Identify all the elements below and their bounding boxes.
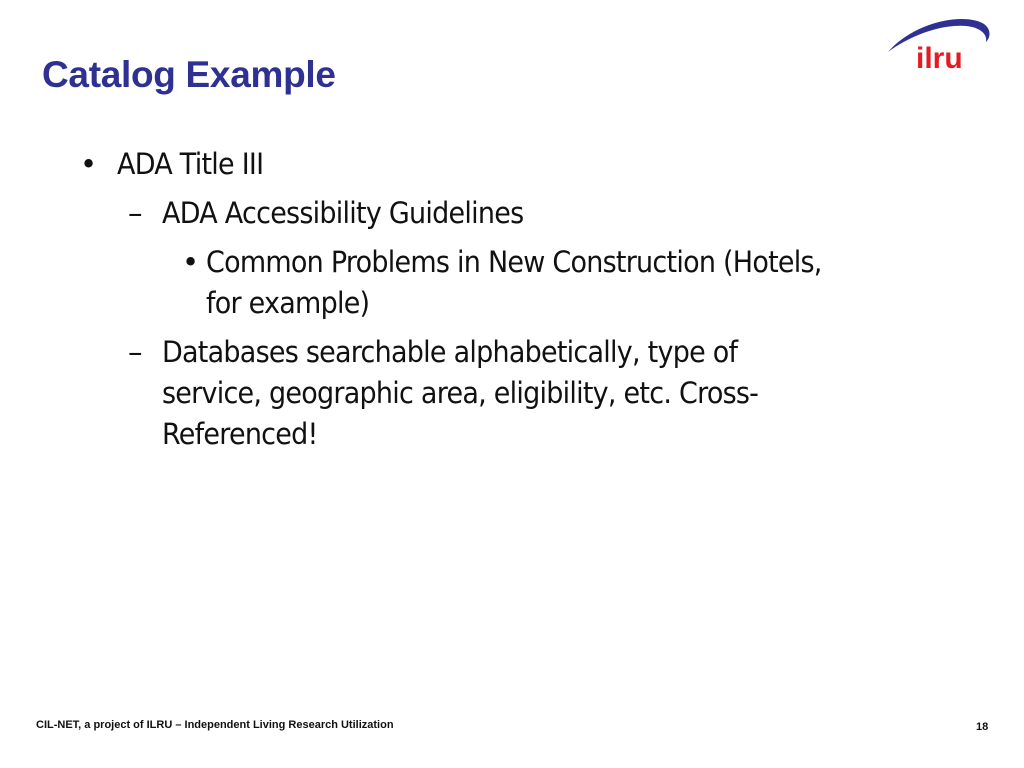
- svg-text:ilru: ilru: [916, 42, 963, 74]
- bullet-marker: •: [182, 245, 200, 279]
- bullet-level1-text: ADA Title III: [117, 147, 264, 181]
- bullet-level3-text: for example): [206, 286, 370, 320]
- ilru-logo-icon: [884, 14, 994, 74]
- bullet-level2-text: Referenced!: [162, 417, 318, 451]
- bullet-level2-text: service, geographic area, eligibility, etc. Cross-: [162, 376, 759, 410]
- footer-text: CIL-NET, a project of ILRU – Independent Living Research Utilization: [36, 719, 394, 731]
- dash-marker: –: [128, 335, 143, 369]
- dash-marker: –: [128, 196, 143, 230]
- bullet-level3-text: Common Problems in New Construction (Hotels,: [206, 245, 822, 279]
- slide-title: Catalog Example: [42, 54, 336, 95]
- page-number: 18: [976, 721, 989, 733]
- bullet-marker: •: [80, 147, 98, 181]
- bullet-level2-text: Databases searchable alphabetically, type of: [162, 335, 738, 369]
- ilru-logo: [884, 14, 994, 74]
- bullet-level2-text: ADA Accessibility Guidelines: [162, 196, 524, 230]
